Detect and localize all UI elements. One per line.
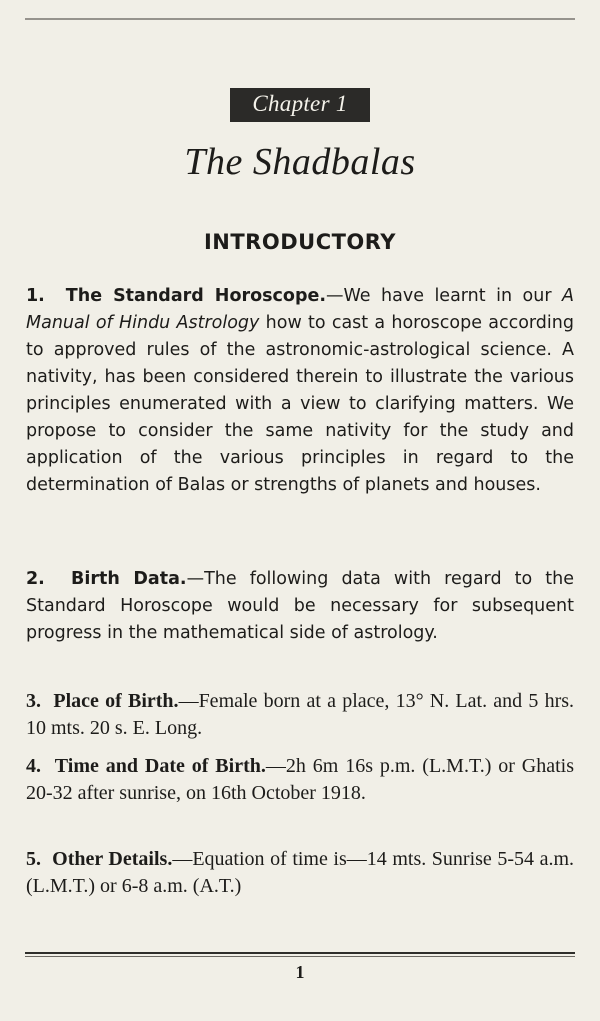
section-heading: INTRODUCTORY — [203, 230, 397, 254]
paragraph-3-number: 3. — [26, 690, 41, 712]
paragraph-5-text: —Equation of time is—14 mts. Sunrise 5-54 a.m. (L.M.T.) or 6-8 a.m. (A.T.) — [26, 848, 575, 897]
paragraph-1 — [26, 283, 574, 499]
paragraph-2-text: —The following data with regard to the Standard Horoscope would be necessary for subsequent progress in the mathematical side of astrology. — [26, 569, 574, 643]
paragraph-3-heading: Place of Birth. — [53, 690, 179, 712]
paragraph-1-book-title: A Manual of Hindu Astrology — [26, 286, 575, 333]
paragraph-2-number: 2. — [26, 569, 45, 589]
paragraph-3 — [26, 688, 574, 742]
paragraph-1-number: 1. — [26, 286, 45, 306]
paragraph-5 — [26, 846, 574, 900]
paragraph-5-heading: Other Details. — [52, 848, 173, 870]
chapter-label-wrap — [0, 88, 600, 122]
paragraph-2-heading: Birth Data. — [71, 569, 187, 589]
paragraph-4-text: —2h 6m 16s p.m. (L.M.T.) or Ghatis 20-32 after sunrise, on 16th October 1918. — [26, 755, 575, 804]
page-number: 1 — [295, 962, 305, 982]
chapter-label: Chapter 1 — [230, 88, 369, 122]
paragraph-4-number: 4. — [26, 755, 41, 777]
paragraph-4-heading: Time and Date of Birth. — [54, 755, 266, 777]
paragraph-1-text-b: how to cast a horoscope according to approved rules of the astronomic-astrological science. A nativity, has been considered therein to illustrate the various principles enumerated with a view to clarifying matters. We propose to consider the same nativity for the study and application of the various principles in regard to the determination of Balas or strengths of planets and houses. — [26, 313, 574, 495]
paragraph-3-text: —Female born at a place, 13° N. Lat. and 5 hrs. 10 mts. 20 s. E. Long. — [26, 690, 575, 739]
bottom-rule — [25, 952, 575, 954]
paragraph-4 — [26, 753, 574, 807]
bottom-rule-thin — [25, 956, 575, 957]
chapter-title: The Shadbalas — [184, 141, 416, 183]
paragraph-1-text-a: —We have learnt in our — [326, 286, 563, 306]
paragraph-2 — [26, 566, 574, 647]
top-rule — [25, 18, 575, 20]
paragraph-5-number: 5. — [26, 848, 41, 870]
paragraph-1-heading: The Standard Horoscope. — [65, 286, 326, 306]
